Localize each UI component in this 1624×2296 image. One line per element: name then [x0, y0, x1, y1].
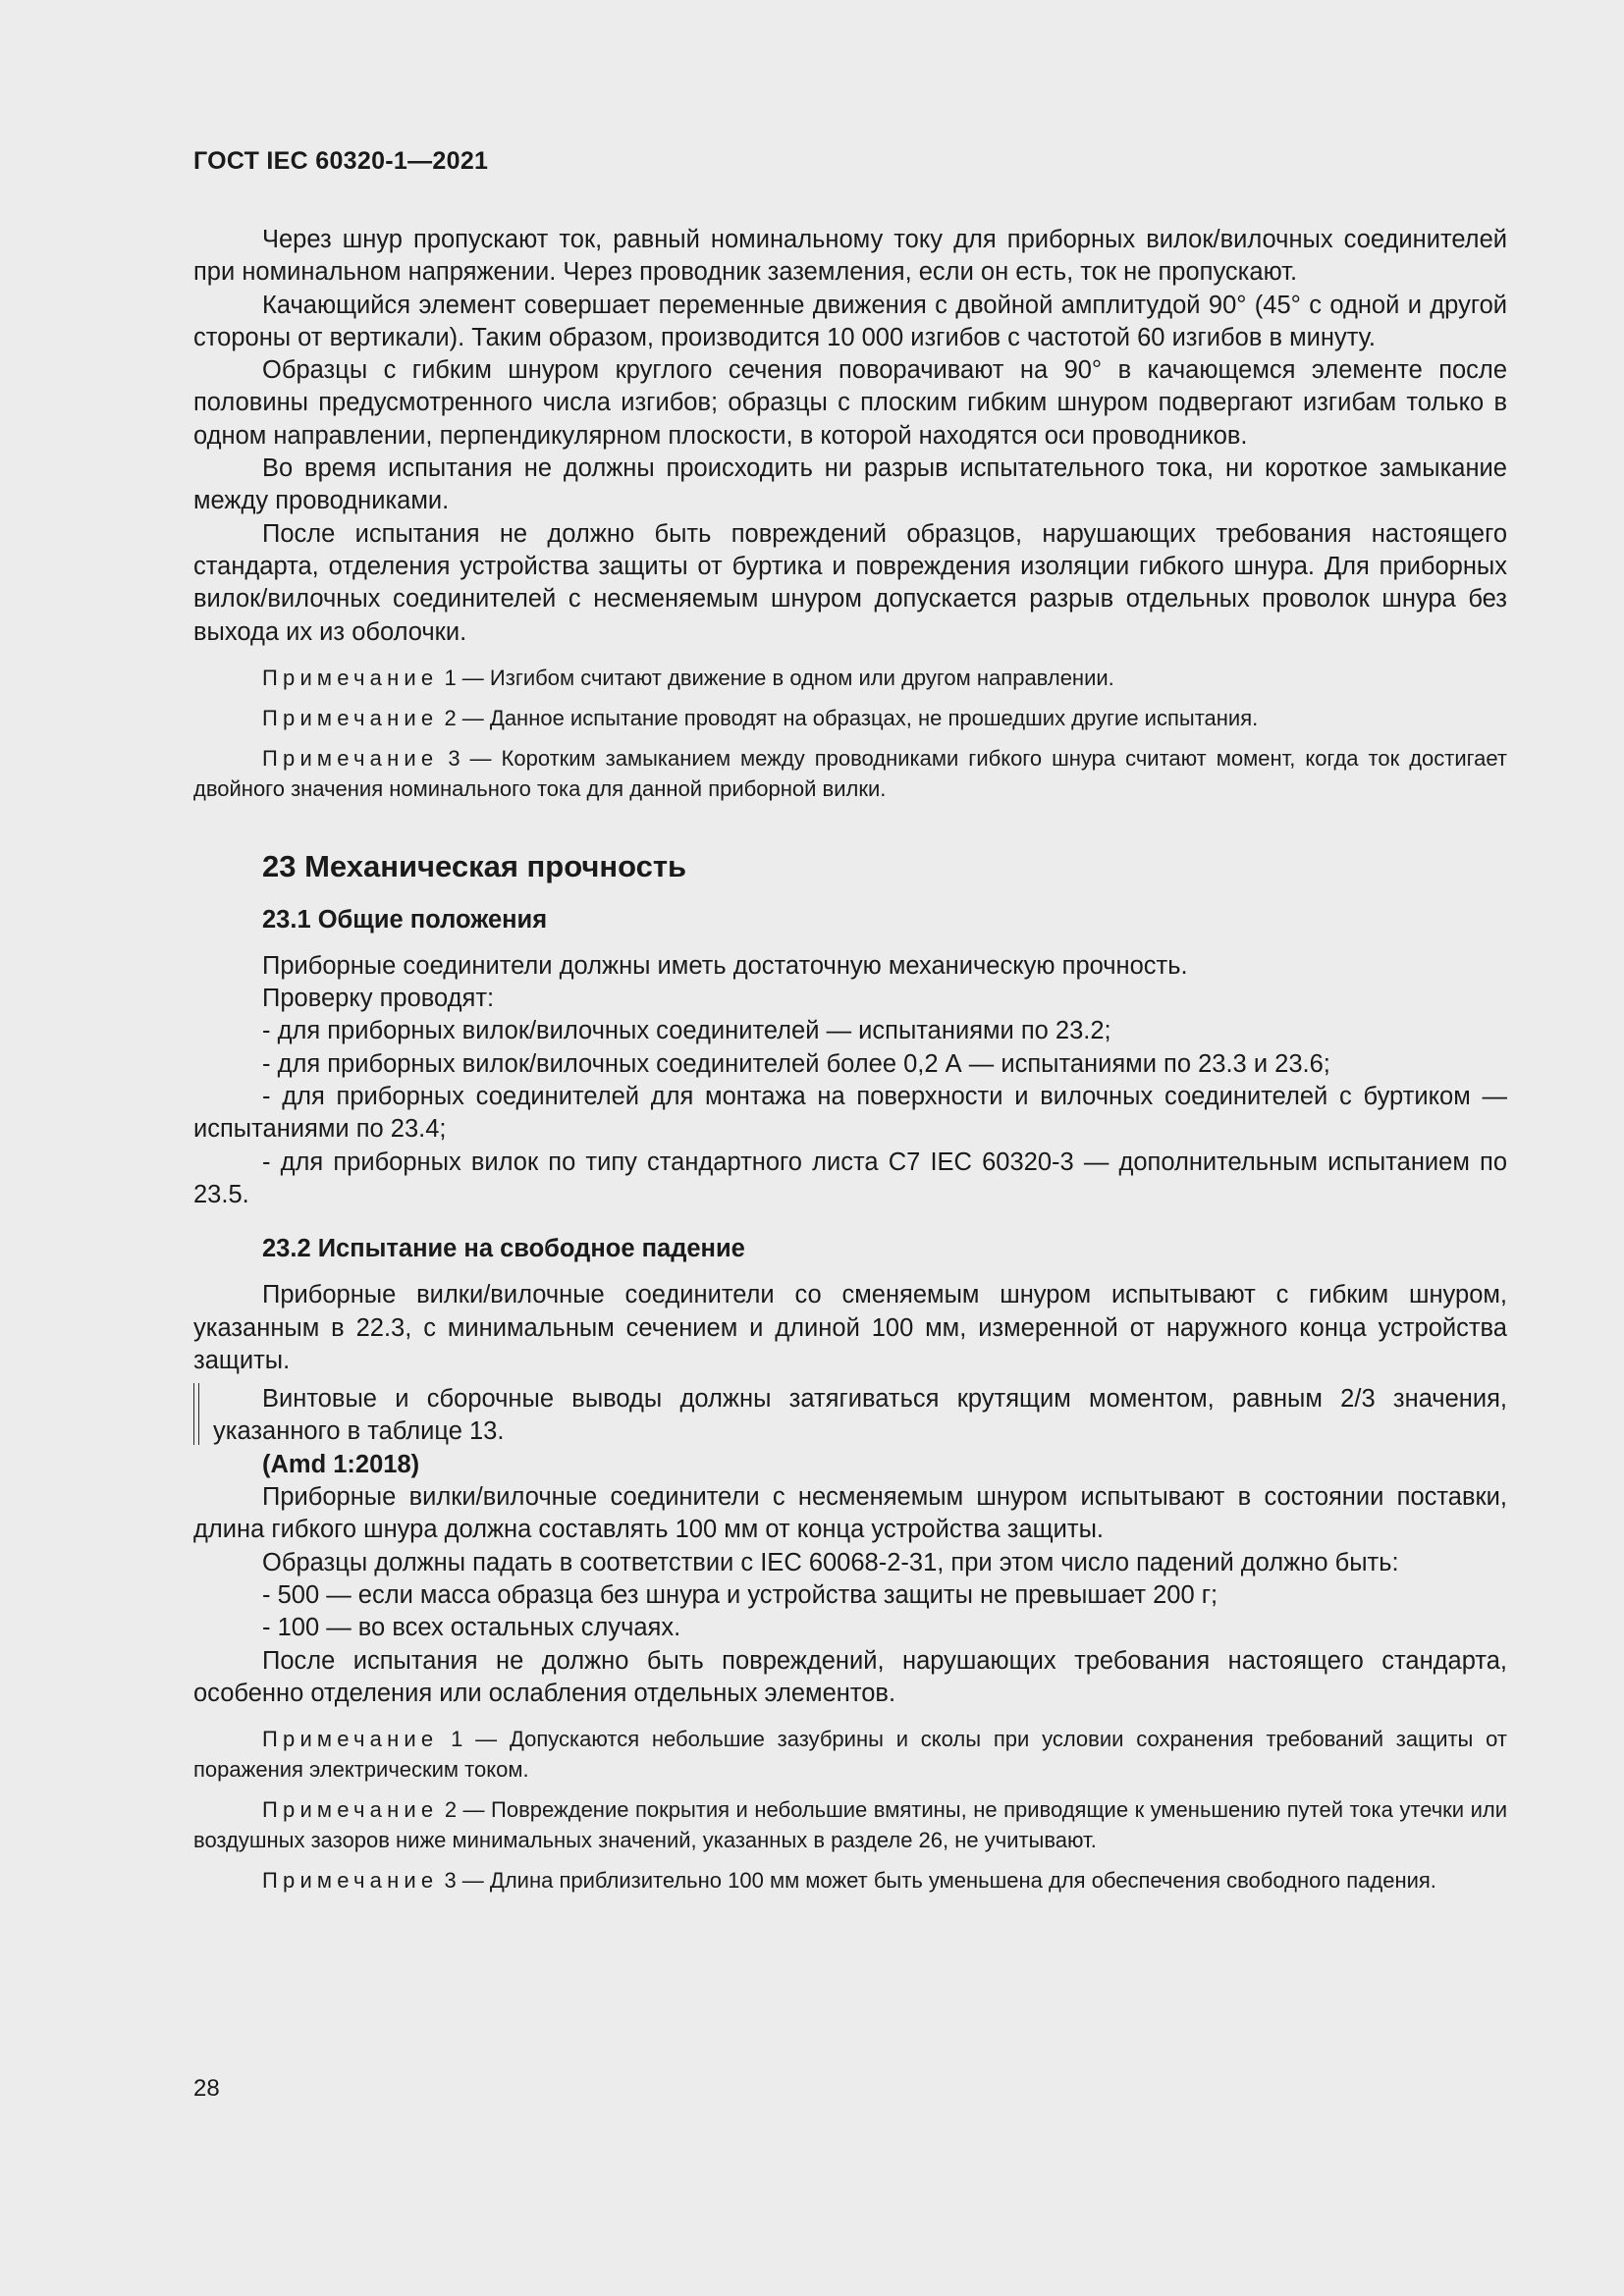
amendment-text: Винтовые и сборочные выводы должны затягиваться крутящим моментом, равным 2/3 значения, указанного в таблице 13. [213, 1385, 1507, 1446]
amendment-margin-bars [193, 1383, 199, 1445]
note-text: 1 — Допускаются небольшие зазубрины и сколы при условии сохранения требований защиты от поражения электрическим током. [193, 1727, 1507, 1783]
intro-paragraph-3: Образцы с гибким шнуром круглого сечения поворачивают на 90° в качающемся элементе после половины предусмотренного числа изгибов; образцы с плоским гибким шнуром подвергают изгибам только в одном направлении, перпендикулярном плоскости, в которой находятся оси проводников. [193, 356, 1507, 450]
s232-note-2 [193, 1794, 1507, 1855]
s232-list-item-1: - 500 — если масса образца без шнура и устройства защиты не превышает 200 г; [262, 1580, 1218, 1609]
s231-list-item-1: - для приборных вилок/вилочных соединителей — испытаниями по 23.2; [262, 1017, 1111, 1045]
note-label: Примечание [262, 1727, 439, 1752]
s231-paragraph-2: Проверку проводят: [262, 985, 495, 1013]
intro-paragraph-1: Через шнур пропускают ток, равный номинальному току для приборных вилок/вилочных соединителей при номинальном напряжении. Через проводник заземления, если он есть, ток не пропускают. [193, 226, 1507, 287]
intro-paragraph-4: Во время испытания не должны происходить ни разрыв испытательного тока, ни короткое замыкание между проводниками. [193, 454, 1507, 515]
s232-paragraph-2: Приборные вилки/вилочные соединители с несменяемым шнуром испытывают в состоянии поставки, длина гибкого шнура должна составлять 100 мм от конца устройства защиты. [193, 1483, 1507, 1544]
section-23-title: 23 Механическая прочность [262, 848, 687, 883]
intro-note-3 [193, 743, 1507, 804]
s232-note-1 [193, 1724, 1507, 1785]
subsection-23-2-title: 23.2 Испытание на свободное падение [262, 1235, 745, 1263]
intro-note-2 [193, 703, 1507, 733]
note-label: Примечание [262, 705, 439, 730]
note-label: Примечание [262, 665, 439, 690]
s232-list-item-2: - 100 — во всех остальных случаях. [262, 1614, 681, 1642]
intro-paragraph-2: Качающийся элемент совершает переменные движения с двойной амплитудой 90° (45° с одной и другой стороны от вертикали). Таким образом, производится 10 000 изгибов с частотой 60 изгибов в минуту. [193, 291, 1507, 351]
page-content [193, 224, 1507, 1896]
standard-header: ГОСТ IEC 60320-1—2021 [193, 147, 489, 175]
amendment-label: (Amd 1:2018) [262, 1450, 420, 1478]
note-text: 1 — Изгибом считают движение в одном или другом направлении. [438, 665, 1114, 690]
s231-list-item-2: - для приборных вилок/вилочных соединителей более 0,2 А — испытаниями по 23.3 и 23.6; [262, 1049, 1330, 1078]
s231-paragraph-1: Приборные соединители должны иметь достаточную механическую прочность. [262, 951, 1188, 980]
note-text: 2 — Повреждение покрытия и небольшие вмятины, не приводящие к уменьшению путей тока утечки или воздушных зазоров ниже минимальных значений, указанных в разделе 26, не учитывают. [193, 1797, 1507, 1853]
intro-paragraph-5: После испытания не должно быть повреждений образцов, нарушающих требования настоящего стандарта, отделения устройства защиты от буртика и повреждения изоляции гибкого шнура. Для приборных вилок/вилочных соединителей с несменяемым шнуром допускается разрыв отдельных проволок шнура без выхода их из оболочки. [193, 519, 1507, 646]
note-label: Примечание [262, 745, 439, 771]
s232-paragraph-4: После испытания не должно быть повреждений, нарушающих требования настоящего стандарта, особенно отделения или ослабления отдельных элементов. [193, 1646, 1507, 1707]
page-number: 28 [193, 2075, 220, 2102]
intro-note-1 [193, 663, 1507, 693]
note-label: Примечание [262, 1868, 439, 1894]
note-text: 3 — Коротким замыканием между проводниками гибкого шнура считают момент, когда ток достигает двойного значения номинального тока для данной приборной вилки. [193, 745, 1507, 801]
s232-note-3 [193, 1865, 1507, 1896]
s232-paragraph-1: Приборные вилки/вилочные соединители со сменяемым шнуром испытывают с гибким шнуром, указанным в 22.3, с минимальным сечением и длиной 100 мм, измеренной от наружного конца устройства защиты. [193, 1281, 1507, 1374]
s231-list-item-3: - для приборных соединителей для монтажа на поверхности и вилочных соединителей с буртиком — испытаниями по 23.4; [193, 1083, 1507, 1144]
s232-paragraph-3: Образцы должны падать в соответствии с IEC 60068-2-31, при этом число падений должно быть: [262, 1548, 1399, 1576]
s231-list-item-4: - для приборных вилок по типу стандартного листа С7 IEC 60320-3 — дополнительным испытанием по 23.5. [193, 1148, 1507, 1208]
note-text: 2 — Данное испытание проводят на образцах, не прошедших другие испытания. [438, 705, 1259, 730]
amendment-block [193, 1383, 1507, 1449]
note-text: 3 — Длина приблизительно 100 мм может быть уменьшена для обеспечения свободного падения. [438, 1868, 1436, 1894]
subsection-23-1-title: 23.1 Общие положения [262, 905, 548, 934]
note-label: Примечание [262, 1797, 439, 1823]
